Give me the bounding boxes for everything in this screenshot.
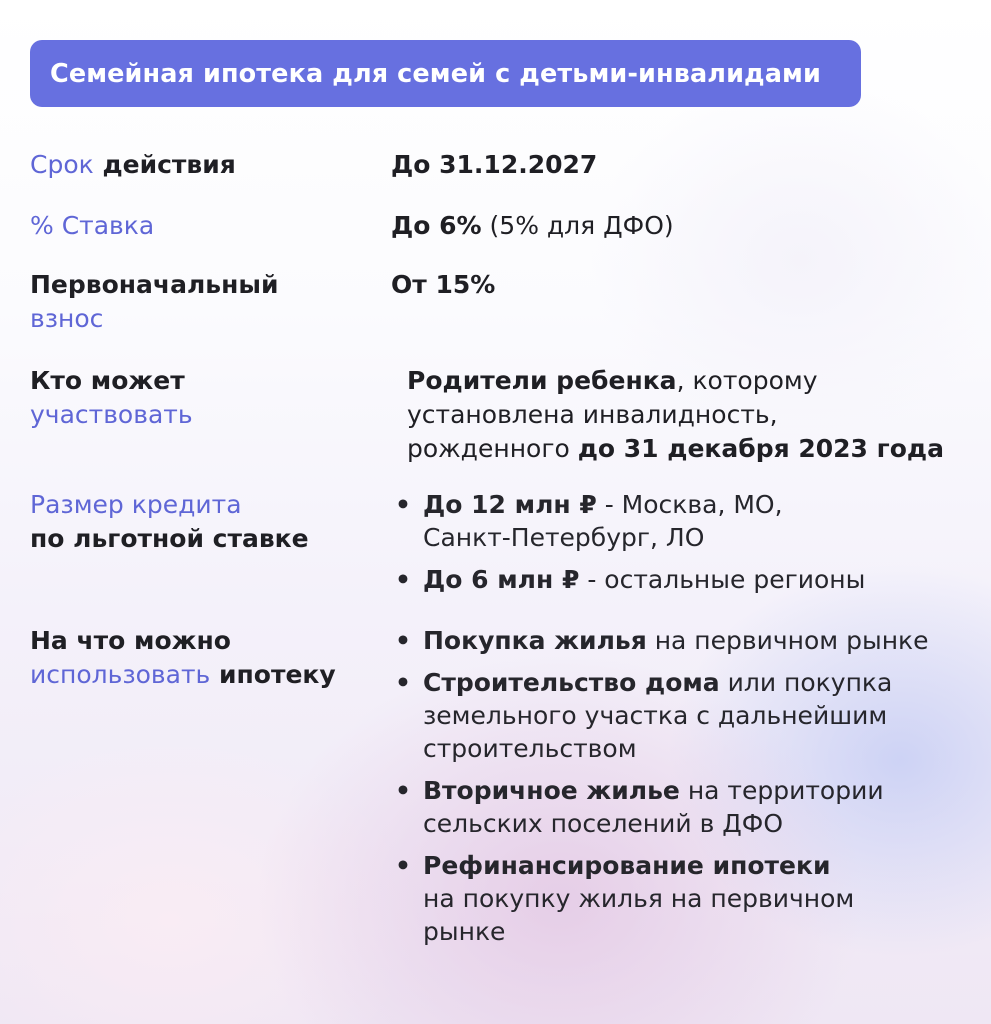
who-label-accent: участвовать [30,400,193,429]
bullet-icon: • [395,776,411,805]
rate-value [391,209,674,243]
term-value [391,148,597,182]
usage-text-3a: на территории [679,776,884,805]
usage-label-rest: ипотеку [210,660,336,689]
usage-text-2b: земельного участка с дальнейшим [423,701,888,730]
bullet-icon: • [395,565,411,594]
who-value-bold2: до 31 декабря 2023 года [577,434,944,463]
down-payment-label-accent: взнос [30,304,104,333]
usage-bold-2: Строительство дома [423,668,720,697]
who-value-line1 [407,364,967,398]
usage-line-4a [423,849,966,882]
loan-size-line-2a [423,563,951,596]
usage-text-4c: рынке [423,917,506,946]
list-item [391,563,951,596]
usage-list [391,624,966,948]
loan-size-label-line2: по льготной ставке [30,524,309,553]
loan-size-text-2a: - остальные регионы [579,565,866,594]
usage-line-3a [423,774,966,807]
loan-size-bold-1: До 12 млн ₽ [423,490,597,519]
page-title: Семейная ипотека для семей с детьми-инвалидами [30,40,861,107]
usage-label-line1: На что можно [30,626,231,655]
usage-bold-1: Покупка жилья [423,626,647,655]
down-payment-value [391,268,495,302]
down-payment-label [30,268,375,336]
term-label-accent: Срок [30,150,94,179]
loan-size-bold-2: До 6 млн ₽ [423,565,580,594]
term-label-rest: действия [93,150,236,179]
usage-value [391,624,966,957]
bullet-icon: • [395,851,411,880]
loan-size-label-accent: Размер кредита [30,490,242,519]
rate-label-accent: % Ставка [30,211,155,240]
who-value [407,364,967,466]
down-payment-label-line1: Первоначальный [30,270,279,299]
usage-label [30,624,375,692]
usage-label-accent: использовать [30,660,211,689]
usage-text-3b: сельских поселений в ДФО [423,809,783,838]
bullet-icon: • [395,668,411,697]
who-label-line1: Кто может [30,366,185,395]
usage-text-2a: или покупка [719,668,893,697]
who-value-text3: рожденного [407,434,578,463]
usage-line-2a [423,666,966,699]
rate-value-bold: До 6% [391,211,482,240]
loan-size-line-1a [423,488,951,521]
term-value-text: До 31.12.2027 [391,150,598,179]
list-item [391,666,966,765]
loan-size-value [391,488,951,605]
down-payment-value-text: От 15% [391,270,496,299]
usage-bold-4: Рефинансирование ипотеки [423,851,831,880]
who-value-text1: , которому [676,366,818,395]
loan-size-text-1b: Санкт-Петербург, ЛО [423,523,705,552]
loan-size-text-1a: - Москва, МО, [596,490,783,519]
usage-line-1a [423,624,966,657]
who-label [30,364,375,432]
list-item [391,488,951,554]
bullet-icon: • [395,626,411,655]
who-value-line2: установлена инвалидность, [407,400,778,429]
usage-text-2c: строительством [423,734,637,763]
usage-text-4b: на покупку жилья на первичном [423,884,855,913]
usage-bold-3: Вторичное жилье [423,776,680,805]
who-value-bold1: Родители ребенка [407,366,677,395]
list-item [391,624,966,657]
usage-text-1a: на первичном рынке [646,626,929,655]
who-value-line3 [407,432,967,466]
list-item [391,774,966,840]
loan-size-label [30,488,375,556]
rate-label [30,209,375,243]
rate-value-rest: (5% для ДФО) [481,211,674,240]
loan-size-list [391,488,951,596]
usage-label-line2 [30,658,375,692]
bullet-icon: • [395,490,411,519]
list-item [391,849,966,948]
term-label [30,148,375,182]
